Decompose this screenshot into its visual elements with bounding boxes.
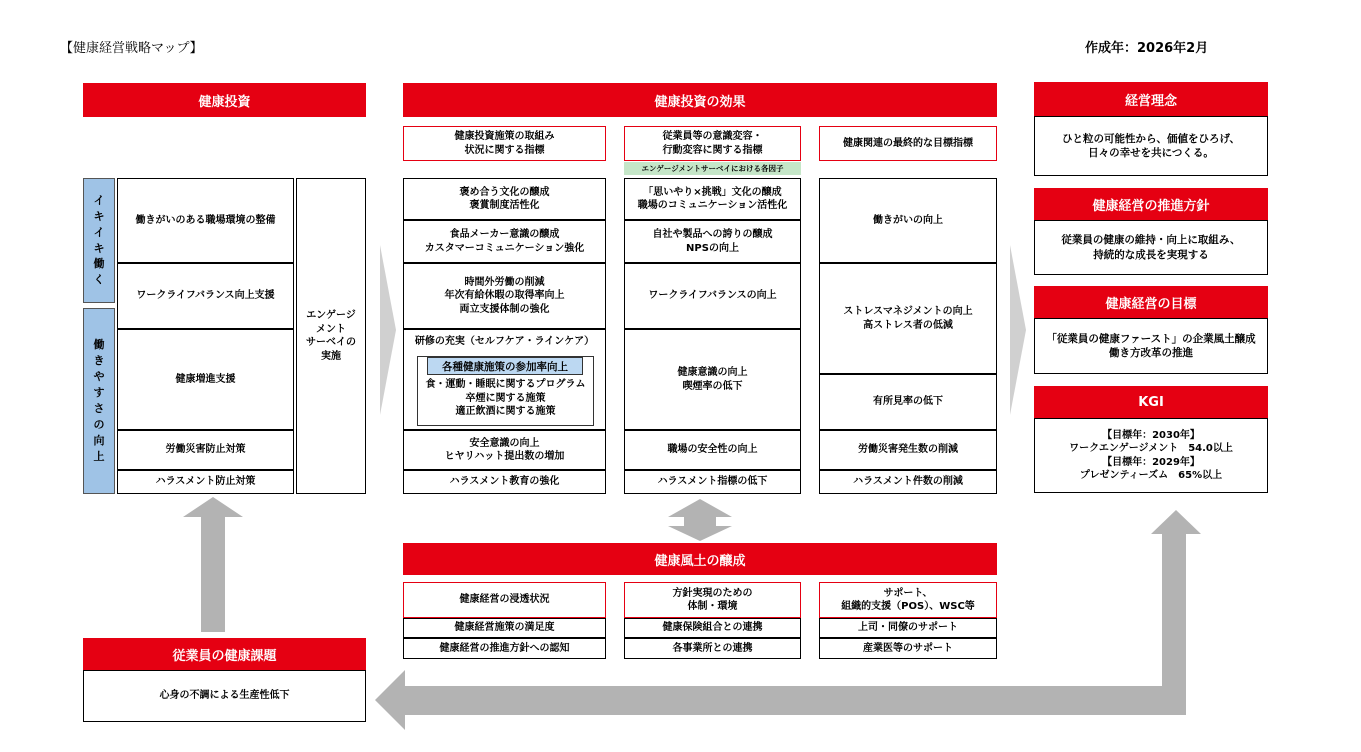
- policy-header: 健康経営の推進方針: [1034, 188, 1268, 220]
- text-line: 両立支援体制の強化: [459, 303, 550, 315]
- vertical-char: の: [93, 417, 105, 431]
- participation-highlight: 各種健康施策の参加率向上: [427, 357, 583, 375]
- effect-indicator: [624, 220, 801, 263]
- vertical-char: イ: [93, 225, 105, 239]
- vertical-char: 上: [93, 449, 105, 463]
- effect-indicator: [403, 430, 606, 470]
- text-line: 実施: [321, 350, 341, 362]
- text-line: ストレスマネジメントの向上: [843, 306, 973, 317]
- page-title: 【健康経営戦略マップ】: [60, 41, 203, 56]
- text-line: 【目標年：2030年】: [1102, 429, 1200, 441]
- text-line: メント: [316, 323, 346, 335]
- vertical-label-hatarakiyasusa: [83, 308, 115, 494]
- vertical-char: キ: [93, 209, 105, 223]
- philosophy-header: 経営理念: [1034, 82, 1268, 116]
- effect-indicator: ハラスメント件数の削減: [819, 470, 997, 494]
- investment-item: ハラスメント防止対策: [117, 470, 294, 494]
- vertical-char: す: [93, 386, 105, 400]
- vertical-char: き: [93, 354, 105, 368]
- culture-item: 産業医等のサポート: [819, 638, 997, 659]
- investment-header: 健康投資: [83, 83, 366, 117]
- culture-item: 健康保険組合との連携: [624, 618, 801, 638]
- text-line: 卒煙に関する施策: [465, 392, 546, 404]
- text-line: 褒め合う文化の醸成: [459, 186, 550, 198]
- culture-item: 健康経営の浸透状況: [403, 582, 606, 618]
- vertical-char: 向: [93, 433, 105, 447]
- effect-indicator: ハラスメント指標の低下: [624, 470, 801, 494]
- effect-indicator: 職場の安全性の向上: [624, 430, 801, 470]
- text-line: 働き方改革の推進: [1109, 347, 1193, 359]
- investment-item: 労働災害防止対策: [117, 430, 294, 470]
- text-line: 職場のコミュニケーション活性化: [637, 200, 788, 211]
- text-line: 適正飲酒に関する施策: [455, 406, 556, 417]
- text-line: 「思いやり×挑戦」文化の醸成: [643, 186, 782, 198]
- issue-text: 心身の不調による生産性低下: [83, 670, 366, 722]
- culture-item: 上司・同僚のサポート: [819, 618, 997, 638]
- text-line: 行動変容に関する指標: [662, 144, 763, 156]
- text-line: サーベイの: [306, 337, 356, 348]
- philosophy-text: [1034, 116, 1268, 176]
- text-line: 組織的支援（POS）、WSC等: [841, 601, 975, 612]
- effect-indicator: ワークライフバランスの向上: [624, 263, 801, 329]
- kgi-header: KGI: [1034, 386, 1268, 418]
- effects-col3-header: 健康関連の最終的な目標指標: [819, 126, 997, 161]
- engagement-survey: [296, 178, 366, 494]
- text-line: 状況に関する指標: [464, 144, 545, 156]
- effect-indicator: [403, 263, 606, 329]
- vertical-label-ikiiki: [83, 178, 115, 303]
- effect-indicator: [403, 220, 606, 263]
- culture-item: [819, 582, 997, 618]
- text-line: 食・運動・睡眠に関するプログラム: [425, 379, 586, 390]
- goal-text: [1034, 318, 1268, 374]
- text-line: 方針実現のための: [672, 587, 753, 599]
- program-list: [417, 378, 594, 425]
- up-arrow-left: [183, 497, 243, 632]
- text-line: 日々の幸せを共につくる。: [1088, 147, 1214, 159]
- vertical-char: イ: [93, 193, 105, 207]
- chevron-arrow-right: [1010, 245, 1026, 415]
- text-line: ヒヤリハット提出数の増加: [444, 451, 565, 462]
- culture-item: [624, 582, 801, 618]
- effects-header: 健康投資の効果: [403, 83, 997, 117]
- text-line: ひと粒の可能性から、価値をひろげ、: [1061, 132, 1241, 145]
- text-line: 安全意識の向上: [469, 437, 540, 449]
- text-line: 高ストレス者の低減: [863, 319, 953, 331]
- effect-indicator: 有所見率の低下: [819, 374, 997, 430]
- text-line: 時間外労働の削減: [464, 276, 545, 288]
- issue-header: 従業員の健康課題: [83, 638, 366, 670]
- vertical-char: く: [93, 273, 105, 287]
- text-line: NPSの向上: [686, 242, 739, 254]
- effect-indicator: [819, 263, 997, 374]
- effects-col2-header: [624, 126, 801, 161]
- culture-item: 健康経営の推進方針への認知: [403, 638, 606, 659]
- investment-item: 働きがいのある職場環境の整備: [117, 178, 294, 263]
- text-line: 持続的な成長を実現する: [1093, 248, 1209, 261]
- vertical-char: キ: [93, 241, 105, 255]
- text-line: 健康投資施策の取組み: [454, 131, 555, 142]
- text-line: 研修の充実（セルフケア・ラインケア）: [414, 336, 595, 347]
- engagement-factor-label: エンゲージメントサーベイにおける各因子: [624, 162, 801, 175]
- effects-col1-header: [403, 126, 606, 161]
- text-line: 「従業員の健康ファースト」の企業風土醸成: [1046, 332, 1256, 345]
- text-line: 健康意識の向上: [677, 367, 748, 378]
- text-line: 食品メーカー意識の醸成: [449, 229, 560, 240]
- vertical-char: 働: [93, 257, 105, 271]
- policy-text: [1034, 220, 1268, 275]
- text-line: 【目標年：2029年】: [1102, 456, 1200, 468]
- text-line: カスタマーコミュニケーション強化: [424, 242, 585, 254]
- text-line: 喫煙率の低下: [682, 380, 743, 392]
- effect-indicator: [403, 178, 606, 220]
- text-line: 従業員等の意識変容・: [662, 131, 763, 142]
- effect-indicator: ハラスメント教育の強化: [403, 470, 606, 494]
- effect-indicator: 労働災害発生数の削減: [819, 430, 997, 470]
- chevron-arrow-left: [380, 245, 396, 415]
- kgi-text: [1034, 418, 1268, 493]
- double-arrow-middle: [668, 499, 732, 541]
- text-line: 自社や製品への誇りの醸成: [652, 229, 773, 240]
- investment-item: 健康増進支援: [117, 329, 294, 430]
- vertical-char: さ: [93, 402, 105, 415]
- goal-header: 健康経営の目標: [1034, 286, 1268, 318]
- vertical-char: 働: [93, 338, 105, 352]
- text-line: エンゲージ: [306, 310, 356, 321]
- effect-indicator: [624, 329, 801, 430]
- text-line: 褒賞制度活性化: [469, 200, 540, 211]
- text-line: プレゼンティーズム 65%以上: [1079, 470, 1223, 481]
- text-line: 体制・環境: [687, 601, 738, 612]
- creation-date: 作成年：2026年2月: [1085, 41, 1209, 56]
- vertical-char: や: [93, 370, 105, 384]
- text-line: サポート、: [883, 587, 933, 599]
- investment-item: ワークライフバランス向上支援: [117, 263, 294, 329]
- text-line: ワークエンゲージメント 54.0以上: [1069, 443, 1233, 454]
- effect-indicator: 働きがいの向上: [819, 178, 997, 263]
- text-line: 従業員の健康の維持・向上に取組み、: [1061, 234, 1241, 247]
- text-line: 年次有給休暇の取得率向上: [444, 290, 565, 302]
- culture-item: 健康経営施策の満足度: [403, 618, 606, 638]
- effect-indicator: [624, 178, 801, 220]
- culture-header: 健康風土の醸成: [403, 543, 997, 575]
- culture-item: 各事業所との連携: [624, 638, 801, 659]
